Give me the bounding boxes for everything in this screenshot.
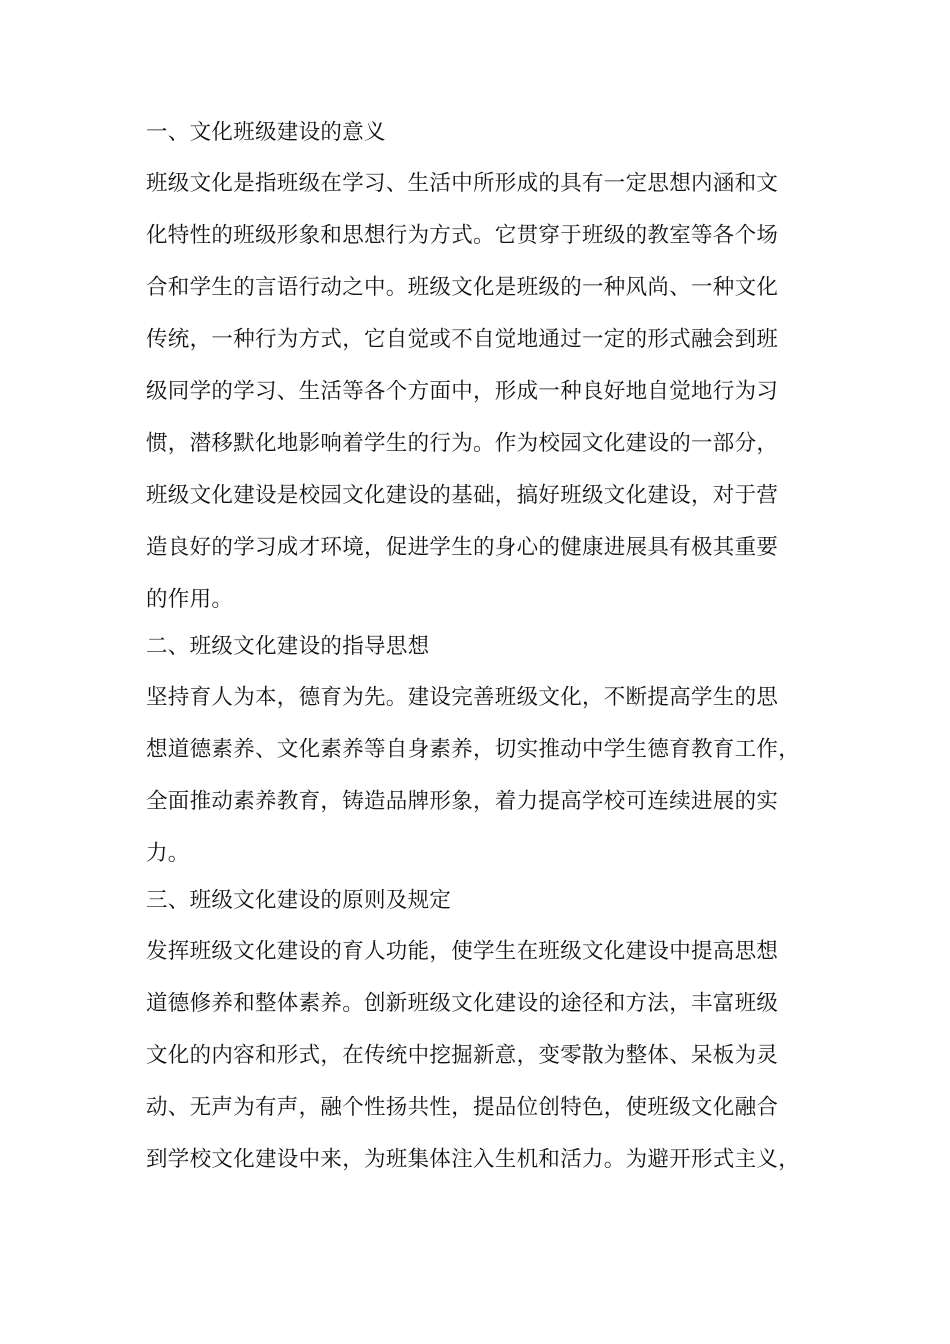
paragraph-line: 力。 [146, 841, 190, 866]
paragraph-line: 坚持育人为本，德育为先。建设完善班级文化，不断提高学生的思 [146, 685, 779, 710]
paragraph-line: 传统，一种行为方式，它自觉或不自觉地通过一定的形式融会到班 [146, 327, 779, 352]
paragraph-line: 惯，潜移默化地影响着学生的行为。作为校园文化建设的一部分， [146, 431, 779, 456]
section-heading-1: 一、文化班级建设的意义 [146, 120, 386, 145]
paragraph-line: 道德修养和整体素养。创新班级文化建设的途径和方法，丰富班级 [146, 991, 779, 1016]
paragraph-line: 发挥班级文化建设的育人功能，使学生在班级文化建设中提高思想 [146, 939, 779, 964]
paragraph-line: 全面推动素养教育，铸造品牌形象，着力提高学校可连续进展的实 [146, 789, 779, 814]
paragraph-line: 动、无声为有声，融个性扬共性，提品位创特色，使班级文化融合 [146, 1095, 779, 1120]
paragraph-line: 的作用。 [146, 587, 234, 612]
paragraph-line: 文化的内容和形式，在传统中挖掘新意，变零散为整体、呆板为灵 [146, 1043, 779, 1068]
paragraph-line: 到学校文化建设中来，为班集体注入生机和活力。为避开形式主义， [146, 1147, 801, 1172]
paragraph-line: 化特性的班级形象和思想行为方式。它贯穿于班级的教室等各个场 [146, 223, 779, 248]
section-heading-2: 二、班级文化建设的指导思想 [146, 634, 430, 659]
paragraph-line: 合和学生的言语行动之中。班级文化是班级的一种风尚、一种文化 [146, 275, 779, 300]
section-heading-3: 三、班级文化建设的原则及规定 [146, 888, 452, 913]
paragraph-line: 班级文化建设是校园文化建设的基础，搞好班级文化建设，对于营 [146, 483, 779, 508]
paragraph-line: 级同学的学习、生活等各个方面中，形成一种良好地自觉地行为习 [146, 379, 779, 404]
paragraph-line: 想道德素养、文化素养等自身素养，切实推动中学生德育教育工作， [146, 737, 801, 762]
paragraph-line: 造良好的学习成才环境，促进学生的身心的健康进展具有极其重要 [146, 535, 779, 560]
paragraph-line: 班级文化是指班级在学习、生活中所形成的具有一定思想内涵和文 [146, 171, 779, 196]
